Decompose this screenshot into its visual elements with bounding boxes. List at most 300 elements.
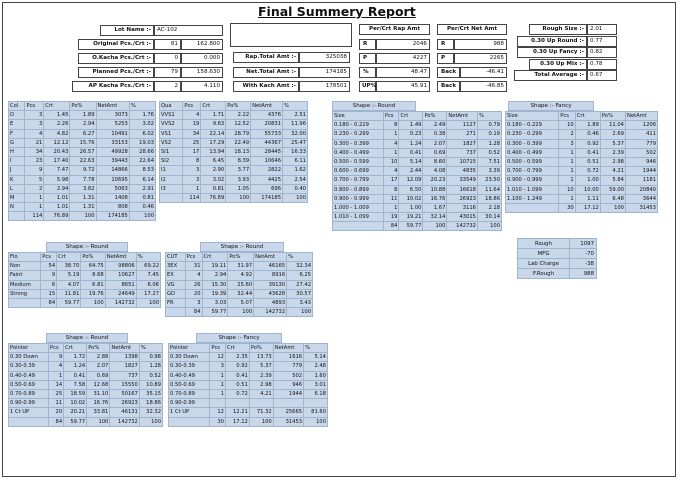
lot-name-label: Lot Name :- <box>100 25 154 36</box>
table-cell: 10.02 <box>399 194 423 203</box>
table-cell: 3.01 <box>304 380 328 389</box>
table-cell: 8.53 <box>129 166 155 175</box>
rap-row-key: P <box>359 53 376 64</box>
total-cell: 142732 <box>447 222 478 231</box>
summary-row <box>518 259 597 269</box>
table-cell: 32.00 <box>283 129 308 138</box>
table-cell: M <box>9 193 25 202</box>
table-cell: 1.67 <box>423 203 447 212</box>
table-row <box>160 147 308 156</box>
table-cell: 17.40 <box>44 157 70 166</box>
table-cell: 411 <box>625 130 657 139</box>
table-cell: 1.010 - 1.099 <box>333 213 384 222</box>
fancy-size-table <box>505 111 658 213</box>
table-cell: 26923 <box>447 194 478 203</box>
table-header-row <box>9 102 156 111</box>
table-cell: 12.52 <box>226 120 251 129</box>
per-crt-rap-header: Per/Crt Rap Amt <box>359 24 430 35</box>
table-cell: 25.60 <box>228 280 254 289</box>
column-header: Po% <box>81 253 105 262</box>
table-cell: 3.77 <box>226 166 251 175</box>
table-cell: 0.700 - 0.799 <box>333 176 384 185</box>
table-cell: 55733 <box>251 129 283 138</box>
column-header: Flo <box>9 253 41 262</box>
table-cell: 1 <box>383 130 399 139</box>
column-header: % <box>304 344 328 353</box>
table-cell: 43015 <box>447 213 478 222</box>
table-cell: 3.82 <box>70 184 96 193</box>
table-cell: 1 <box>210 380 226 389</box>
table-cell: 1181 <box>625 176 657 185</box>
total-cell: 84 <box>383 222 399 231</box>
table-cell: 737 <box>447 148 478 157</box>
table-cell: 3116 <box>447 203 478 212</box>
total-cell: 100 <box>287 308 313 317</box>
report-title: Final Summery Report <box>258 4 416 19</box>
table-cell: 59.00 <box>600 185 625 194</box>
summary-value: -70 <box>570 249 597 259</box>
table-cell: 946 <box>273 380 303 389</box>
color-table <box>8 101 156 221</box>
total-cell: 31453 <box>625 203 657 212</box>
table-cell: 779 <box>273 362 303 371</box>
table-cell: 8.68 <box>81 271 105 280</box>
table-row <box>9 371 163 380</box>
table-cell: 3 <box>183 175 201 184</box>
table-row <box>9 262 161 271</box>
total-cell: 31453 <box>273 417 303 426</box>
table-row <box>9 362 163 371</box>
table-cell: 2.94 <box>44 184 70 193</box>
table-cell: Strong <box>9 289 41 298</box>
table-cell: 0.98 <box>139 353 162 362</box>
table-row <box>9 271 161 280</box>
table-cell: 32.32 <box>139 408 162 417</box>
column-header: % <box>283 102 308 111</box>
table-cell: 20.43 <box>44 147 70 156</box>
table-cell: I <box>9 157 25 166</box>
summary-row <box>518 269 597 279</box>
table-cell: 1.45 <box>44 111 70 120</box>
with-kach-value: 178501 <box>299 81 350 92</box>
per-crt-net-header: Per/Crt Net Amt <box>437 24 507 35</box>
column-header: NetAmt <box>110 344 140 353</box>
table-cell: 4 <box>185 271 202 280</box>
table-cell: 0.52 <box>477 148 501 157</box>
table-cell <box>249 399 273 408</box>
table-cell: 12.21 <box>225 408 249 417</box>
table-cell: 4.21 <box>249 389 273 398</box>
table-cell: 4893 <box>254 298 287 307</box>
table-cell: 6.14 <box>129 175 155 184</box>
table-cell: 19.21 <box>399 213 423 222</box>
table-cell: 33153 <box>96 138 129 147</box>
table-row <box>333 139 502 148</box>
table-cell: VVS2 <box>160 120 183 129</box>
total-cell: 30 <box>210 417 226 426</box>
table-cell: 1944 <box>625 167 657 176</box>
table-cell: 21 <box>25 138 44 147</box>
table-cell: 6.25 <box>287 271 313 280</box>
column-header: Pcs <box>559 112 575 121</box>
table-row <box>9 129 156 138</box>
summary-label: Lab Charge <box>518 259 570 269</box>
table-cell: 11.04 <box>600 121 625 130</box>
table-cell: 1.49 <box>399 121 423 130</box>
table-cell: 8.39 <box>226 157 251 166</box>
table-cell: 44367 <box>251 138 283 147</box>
total-cell: 100 <box>228 308 254 317</box>
table-cell: 1127 <box>447 121 478 130</box>
table-cell: 1.28 <box>139 362 162 371</box>
table-cell: 1.60 <box>304 371 328 380</box>
table-cell: 5.37 <box>249 362 273 371</box>
table-cell: 7.45 <box>136 271 160 280</box>
table-cell: 2.26 <box>44 120 70 129</box>
table-cell: 10 <box>383 157 399 166</box>
table-row <box>160 157 308 166</box>
table-cell: 1.28 <box>477 139 501 148</box>
table-row <box>9 353 163 362</box>
table-cell: 5.14 <box>304 353 328 362</box>
table-row <box>9 157 156 166</box>
table-row <box>9 147 156 156</box>
table-row <box>169 371 328 380</box>
total-cell: 84 <box>49 417 64 426</box>
table-row <box>169 380 328 389</box>
table-cell: 46165 <box>254 262 287 271</box>
table-cell: 6.11 <box>283 157 308 166</box>
table-cell: 22.49 <box>226 138 251 147</box>
table-cell: 2.94 <box>70 120 96 129</box>
table-cell: 4.21 <box>600 167 625 176</box>
table-cell: 1 <box>559 157 575 166</box>
total-average-label: Total Average :- <box>514 70 587 81</box>
total-cell: 100 <box>70 212 96 221</box>
table-cell: 0.180 - 0.229 <box>333 121 384 130</box>
table-row <box>166 289 313 298</box>
table-row <box>166 280 313 289</box>
table-row <box>9 408 163 417</box>
up-fancy-value: 0.82 <box>587 47 617 58</box>
column-header: Size <box>333 112 384 121</box>
column-header: Pcs <box>41 253 57 262</box>
total-cell <box>506 203 559 212</box>
table-cell: 2.51 <box>283 111 308 120</box>
up-round-label: 0.30 Up Round :- <box>517 36 587 47</box>
column-header: Crt <box>201 102 226 111</box>
table-cell: 50167 <box>110 389 140 398</box>
column-header: % <box>287 253 313 262</box>
table-cell: 7.58 <box>64 380 87 389</box>
table-cell: 46131 <box>110 408 140 417</box>
table-cell: 19.76 <box>81 289 105 298</box>
summary-row <box>518 239 597 249</box>
table-cell: 10.02 <box>64 399 87 408</box>
table-cell: 38.70 <box>57 262 81 271</box>
table-cell: 0.70-0.89 <box>9 389 49 398</box>
table-cell: 15.30 <box>202 280 228 289</box>
table-row <box>9 138 156 147</box>
table-cell: 2 <box>559 130 575 139</box>
total-cell: 84 <box>41 298 57 307</box>
total-cell: 59.77 <box>57 298 81 307</box>
table-row <box>169 353 328 362</box>
table-cell: 502 <box>273 371 303 380</box>
table-header-row <box>9 344 163 353</box>
with-kach-label: With Kach Amt :- <box>233 81 299 92</box>
table-cell: 4 <box>25 129 44 138</box>
planned-crt-value: 158.630 <box>181 67 223 78</box>
table-cell: 8.60 <box>423 157 447 166</box>
table-header-row <box>169 344 328 353</box>
table-cell: 24649 <box>105 289 136 298</box>
table-header-row <box>9 253 161 262</box>
table-cell: 0.30-0.39 <box>169 362 210 371</box>
table-cell: 22.64 <box>129 157 155 166</box>
table-cell: 1 Ct UP <box>169 408 210 417</box>
table-cell: 1.89 <box>575 121 600 130</box>
column-header: Crt <box>225 344 249 353</box>
table-cell: 9.63 <box>201 120 226 129</box>
table-cell: 2 <box>25 184 44 193</box>
table-cell: 1398 <box>110 353 140 362</box>
table-cell: 2.49 <box>423 121 447 130</box>
table-cell: SI1 <box>160 147 183 156</box>
total-cell: 100 <box>283 193 308 202</box>
table-cell: 30.57 <box>287 289 313 298</box>
table-row <box>333 148 502 157</box>
column-header: Po% <box>249 344 273 353</box>
table-cell: 33549 <box>447 176 478 185</box>
table-cell: E <box>9 120 25 129</box>
table-caption: Shape :- Round <box>46 242 128 252</box>
table-cell: 20840 <box>625 185 657 194</box>
table-cell: 7.78 <box>70 175 96 184</box>
table-cell: 35.15 <box>139 389 162 398</box>
table-cell: 3 <box>185 298 202 307</box>
summary-label: F.Rough <box>518 269 570 279</box>
table-cell: 271 <box>447 130 478 139</box>
table-cell: Faint <box>9 271 41 280</box>
table-cell: 502 <box>625 148 657 157</box>
total-cell: 76.89 <box>201 193 226 202</box>
table-cell: 10 <box>559 185 575 194</box>
table-cell: 696 <box>251 184 283 193</box>
table-cell: 1.71 <box>201 111 226 120</box>
table-cell: 1.31 <box>70 203 96 212</box>
table-cell: 1944 <box>273 389 303 398</box>
table-cell: 0.800 - 0.899 <box>333 185 384 194</box>
table-cell: 7.51 <box>477 157 501 166</box>
table-cell: 12 <box>210 408 226 417</box>
table-cell: 43628 <box>254 289 287 298</box>
table-cell: 19 <box>183 120 201 129</box>
table-cell: 2.18 <box>477 203 501 212</box>
table-cell: 4425 <box>251 175 283 184</box>
table-cell: 0.230 - 0.299 <box>333 130 384 139</box>
total-cell: 100 <box>139 417 162 426</box>
table-cell: 4 <box>383 139 399 148</box>
total-cell: 30 <box>559 203 575 212</box>
table-cell: 0.400 - 0.499 <box>333 148 384 157</box>
table-cell: 0.72 <box>575 167 600 176</box>
table-cell: 4 <box>183 111 201 120</box>
table-cell: 1 <box>25 193 44 202</box>
summary-value: 1097 <box>570 239 597 249</box>
table-cell: 1408 <box>96 193 129 202</box>
rap-row-key: R <box>359 39 376 50</box>
ap-kacha-label: AP Kacha Pcs./Crt :- <box>72 81 154 92</box>
table-cell: 12 <box>210 353 226 362</box>
table-cell: 0.92 <box>575 139 600 148</box>
table-cell: 3 <box>25 120 44 129</box>
column-header: Col <box>9 102 25 111</box>
table-cell: 3 <box>183 166 201 175</box>
table-cell: 3 <box>559 139 575 148</box>
net-row-key: R <box>437 39 454 50</box>
table-cell: K <box>9 175 25 184</box>
column-header: Po% <box>228 253 254 262</box>
table-cell: 1.76 <box>129 111 155 120</box>
table-cell: 6 <box>41 280 57 289</box>
table-cell: 39443 <box>96 157 129 166</box>
table-row <box>333 157 502 166</box>
table-cell: 19.11 <box>202 262 228 271</box>
table-cell: 1827 <box>447 139 478 148</box>
table-cell: 0.400 - 0.499 <box>506 148 559 157</box>
table-row <box>9 280 161 289</box>
table-cell: 9 <box>41 271 57 280</box>
table-cell: FR <box>166 298 186 307</box>
table-row <box>166 262 313 271</box>
table-cell: 26 <box>185 280 202 289</box>
summary-row <box>518 249 597 259</box>
table-row <box>9 399 163 408</box>
table-row <box>9 120 156 129</box>
table-cell: 11.81 <box>57 289 81 298</box>
lot-name-value: AC-102 <box>154 25 223 36</box>
table-cell: 14 <box>49 380 64 389</box>
table-cell: 1.00 <box>399 203 423 212</box>
table-cell: 0.46 <box>575 130 600 139</box>
table-cell: 3.39 <box>477 167 501 176</box>
column-header: NetAmt <box>447 112 478 121</box>
rap-row-key: UP% <box>359 81 376 92</box>
table-cell: GD <box>166 289 186 298</box>
table-cell: 18.59 <box>64 389 87 398</box>
table-cell: 0.41 <box>575 148 600 157</box>
table-cell: 0.52 <box>139 371 162 380</box>
total-cell <box>169 417 210 426</box>
total-row <box>506 203 658 212</box>
table-cell: 15 <box>41 289 57 298</box>
table-row <box>9 203 156 212</box>
table-cell: 4 <box>383 167 399 176</box>
summary-value: 988 <box>570 269 597 279</box>
total-cell: 100 <box>87 417 110 426</box>
table-cell: 32.34 <box>287 262 313 271</box>
table-cell: VVS1 <box>160 111 183 120</box>
table-cell: 1.01 <box>44 203 70 212</box>
table-cell: 26.57 <box>70 147 96 156</box>
table-cell: 2.07 <box>423 139 447 148</box>
net-row-key: Back <box>437 81 460 92</box>
table-cell: 33.81 <box>87 408 110 417</box>
summary-label: Rough <box>518 239 570 249</box>
column-header: Po% <box>423 112 447 121</box>
table-cell: 1 <box>25 203 44 212</box>
table-cell: 13.94 <box>201 147 226 156</box>
column-header: NetAmt <box>105 253 136 262</box>
table-cell: 2.54 <box>283 175 308 184</box>
net-row-value: 2265 <box>454 53 507 64</box>
table-cell: 3.02 <box>129 120 155 129</box>
table-cell: 6.18 <box>304 389 328 398</box>
column-header: Crt <box>399 112 423 121</box>
total-cell: 100 <box>129 212 155 221</box>
table-cell: 5.07 <box>228 298 254 307</box>
table-cell: 10715 <box>447 157 478 166</box>
table-cell: 31.10 <box>87 389 110 398</box>
table-row <box>169 389 328 398</box>
table-cell: 9.72 <box>70 166 96 175</box>
cut-table <box>165 252 313 317</box>
table-cell: 4 <box>49 362 64 371</box>
table-cell: 4.07 <box>57 280 81 289</box>
table-cell: 946 <box>625 157 657 166</box>
table-cell: 30.14 <box>477 213 501 222</box>
table-cell: 81.60 <box>304 408 328 417</box>
table-cell: 4.82 <box>44 129 70 138</box>
table-row <box>333 121 502 130</box>
table-cell: 5.37 <box>600 139 625 148</box>
table-cell: 3.93 <box>226 175 251 184</box>
table-cell: 5.84 <box>600 176 625 185</box>
table-cell: 12.12 <box>44 138 70 147</box>
table-cell: 25 <box>183 138 201 147</box>
table-cell: 0.79 <box>477 121 501 130</box>
table-row <box>506 157 658 166</box>
table-cell: 1.62 <box>283 166 308 175</box>
table-row <box>9 184 156 193</box>
rough-size-label: Rough Size :- <box>529 24 587 35</box>
table-cell: L <box>9 184 25 193</box>
total-row <box>333 222 502 231</box>
column-header: Crt <box>57 253 81 262</box>
o-kacha-pcs-value: 0 <box>154 53 181 64</box>
table-cell: 3644 <box>625 194 657 203</box>
table-cell: 1 <box>559 176 575 185</box>
table-cell: 34 <box>25 147 44 156</box>
total-cell: 76.89 <box>44 212 70 221</box>
table-cell: D <box>9 111 25 120</box>
total-cell <box>9 212 25 221</box>
table-cell: 64.75 <box>81 262 105 271</box>
table-row <box>333 167 502 176</box>
column-header: NetAmt <box>273 344 303 353</box>
table-cell <box>210 399 226 408</box>
table-cell: 1.72 <box>64 353 87 362</box>
table-cell: 0.50-0.69 <box>169 380 210 389</box>
table-cell: 32.14 <box>423 213 447 222</box>
table-cell: 0.70-0.89 <box>169 389 210 398</box>
table-cell: SI2 <box>160 157 183 166</box>
table-cell: 0.41 <box>225 371 249 380</box>
table-cell: 2.98 <box>249 380 273 389</box>
table-cell: 6.06 <box>136 280 160 289</box>
table-cell: 10491 <box>96 129 129 138</box>
